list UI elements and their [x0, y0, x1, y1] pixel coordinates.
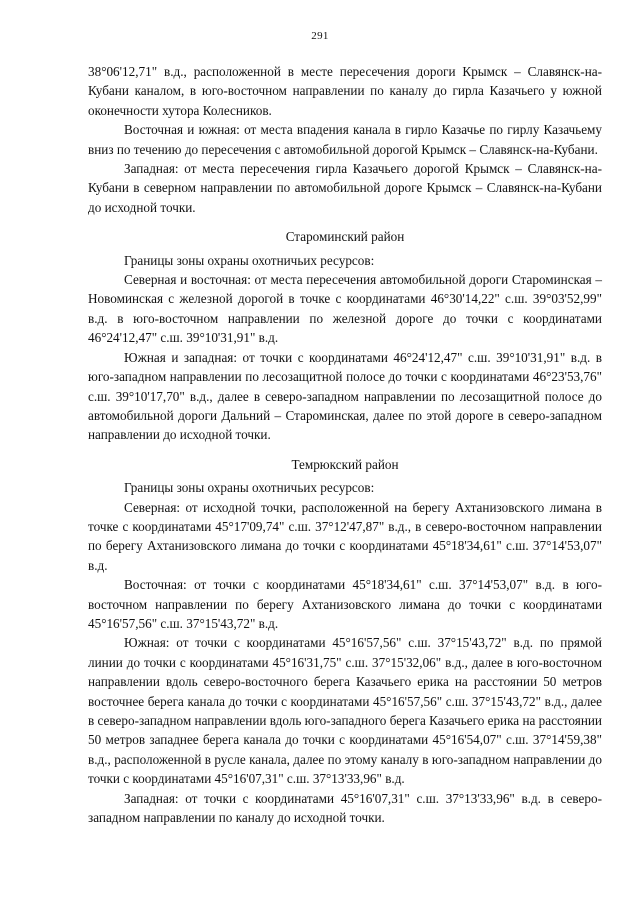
paragraph-west-boundary: Западная: от места пересечения гирла Казачьего дорогой Крымск – Славянск-на-Кубани в северном направлении по автомобильной дороге Крымск – Славянск-на-Кубани до исходной точки. [88, 161, 602, 215]
section-heading-temryuksky: Темрюкский район [291, 456, 399, 472]
spacer [88, 445, 602, 455]
page-number: 291 [311, 30, 329, 42]
spacer [88, 217, 602, 227]
document-body [88, 62, 602, 827]
section-subheading-temryuksky: Границы зоны охраны охотничьих ресурсов: [124, 480, 375, 496]
section-heading-starominsky: Староминский район [285, 229, 405, 245]
paragraph-intro-continuation: 38°06'12,71" в.д., расположенной в месте пересечения дороги Крымск – Славянск-на-Кубани каналом, в юго-восточном направлении по каналу до гирла Казачьего у южной оконечности хутора Колесников. [88, 64, 602, 118]
paragraph-temryuksky-south: Южная: от точки с координатами 45°16'57,56" с.ш. 37°15'43,72" в.д. по прямой линии до точки с координатами 45°16'31,75" с.ш. 37°15'32,06" в.д., далее в юго-восточном направлении вдоль северо-восточного берега Казачьего ерика на расстоянии 50 метров восточнее берега канала до точки с координатами 45°16'57,56" с.ш. 37°15'43,72" в.д., далее в северо-западном направлении вдоль юго-западного берега Казачьего ерика на расстоянии 50 метров западнее берега канала до точки с координатами 45°16'54,07" с.ш. 37°14'59,38" в.д., расположенной в русле канала, далее по этому каналу в юго-западном направлении до точки с координатами 45°16'07,31" с.ш. 37°13'33,96" в.д. [88, 635, 602, 787]
paragraph-temryuksky-north: Северная: от исходной точки, расположенной на берегу Ахтанизовского лимана в точке с координатами 45°17'09,74" с.ш. 37°12'47,87" в.д., в северо-восточном направлении по берегу Ахтанизовского лимана до точки с координатами 45°18'34,61" с.ш. 37°14'53,07" в.д. [88, 499, 602, 573]
paragraph-east-south-boundary: Восточная и южная: от места впадения канала в гирло Казачье по гирлу Казачьему вниз по течению до пересечения с автомобильной дорогой Крымск – Славянск-на-Кубани. [88, 122, 602, 157]
section-subheading-starominsky: Границы зоны охраны охотничьих ресурсов: [124, 252, 375, 268]
paragraph-starominsky-south-west: Южная и западная: от точки с координатами 46°24'12,47" с.ш. 39°10'31,91" в.д. в юго-западном направлении по лесозащитной полосе до точки с координатами 46°23'53,76" с.ш. 39°10'17,70" в.д., далее в северо-западном направлении по лесозащитной полосе до автомобильной дороги Дальний – Староминская, далее по этой дороге в северо-западном направлении до исходной точки. [88, 349, 602, 443]
paragraph-temryuksky-west: Западная: от точки с координатами 45°16'07,31" с.ш. 37°13'33,96" в.д. в северо-западном направлении по каналу до исходной точки. [88, 790, 602, 826]
paragraph-temryuksky-east: Восточная: от точки с координатами 45°18'34,61" с.ш. 37°14'53,07" в.д. в юго-восточном направлении по берегу Ахтанизовского лимана до точки с координатами 45°16'57,56" с.ш. 37°15'43,72" в.д. [88, 577, 602, 631]
paragraph-starominsky-north-east: Северная и восточная: от места пересечения автомобильной дороги Староминская – Новоминская с железной дорогой в точке с координатами 46°30'14,22" с.ш. 39°03'52,99" в.д. в юго-восточном направлении по железной дороге до точки с координатами 46°24'12,47" с.ш. 39°10'31,91" в.д. [88, 272, 602, 346]
